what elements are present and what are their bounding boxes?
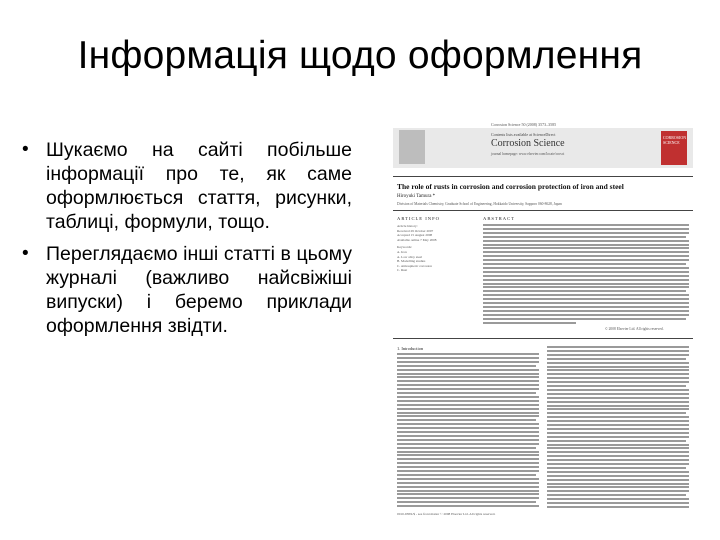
text-line (547, 358, 686, 360)
article-meta-line: C. Rust (397, 268, 408, 273)
text-line (547, 483, 689, 485)
text-line (397, 447, 536, 449)
text-line (397, 419, 536, 421)
slide-title: Інформація щодо оформлення (77, 34, 643, 77)
article-meta-line: Accepted 15 August 2008 (397, 233, 433, 238)
text-line (397, 404, 539, 406)
article-meta-line: Available online 7 May 2008 (397, 237, 437, 242)
text-line (483, 244, 689, 246)
text-line (483, 275, 689, 277)
text-line (547, 471, 689, 473)
text-line (547, 455, 689, 457)
text-line (483, 290, 686, 292)
text-line (547, 428, 689, 430)
title-rule (393, 210, 693, 211)
text-line (547, 447, 689, 449)
text-line (483, 240, 689, 242)
text-line (547, 366, 689, 368)
text-line (483, 236, 686, 238)
text-line (483, 228, 689, 230)
text-line (483, 310, 689, 312)
text-line (397, 408, 539, 410)
text-line (547, 459, 689, 461)
text-line (397, 439, 539, 441)
text-line (547, 373, 689, 375)
article-info-label: ARTICLE INFO (397, 216, 440, 221)
text-line (483, 232, 689, 234)
article-screenshot (393, 120, 693, 528)
text-line (397, 392, 536, 394)
text-line (397, 376, 539, 378)
journal-citation: Corrosion Science 50 (2008) 3573–3585 (491, 122, 557, 127)
text-line (397, 361, 539, 363)
bullet-text: Шукаємо на сайті побільше інформації про те, як саме оформлюється стаття, рисунки, таблиці, формули, тощо. (46, 139, 352, 233)
text-line (397, 365, 536, 367)
text-line (547, 432, 689, 434)
text-line (397, 470, 539, 472)
text-line (397, 431, 539, 433)
text-line (483, 318, 686, 320)
cover-label: CORROSION SCIENCE (663, 135, 687, 145)
text-line (397, 427, 539, 429)
text-line (547, 467, 686, 469)
text-line (547, 475, 689, 477)
text-line (547, 506, 689, 508)
text-line (483, 224, 689, 226)
text-line (547, 401, 689, 403)
text-line (483, 306, 689, 308)
article-meta-line: C. Atmospheric corrosion (397, 263, 432, 268)
introduction-heading: 1. Introduction (397, 346, 424, 351)
text-line (397, 400, 539, 402)
text-line (547, 502, 689, 504)
article-meta-line: B. Modelling studies (397, 259, 426, 264)
text-line (547, 444, 689, 446)
text-line (397, 478, 539, 480)
text-line (483, 314, 689, 316)
journal-cover-icon (661, 131, 687, 165)
publisher-logo-icon (399, 130, 425, 164)
article-meta-line: A. Low alloy steel (397, 254, 423, 259)
text-line (397, 373, 539, 375)
bullet-dot-icon: • (22, 243, 29, 264)
text-line (397, 412, 539, 414)
text-line (483, 263, 686, 265)
text-line (547, 389, 689, 391)
text-line (547, 377, 689, 379)
text-line (547, 412, 686, 414)
text-line (397, 369, 539, 371)
text-line (547, 350, 689, 352)
abstract-label: ABSTRACT (483, 216, 515, 221)
bullet-item (22, 138, 352, 234)
text-line (397, 384, 539, 386)
text-line (397, 443, 539, 445)
text-line (547, 424, 689, 426)
text-line (397, 493, 539, 495)
text-line (397, 388, 539, 390)
article-meta-line: Received 29 October 2007 (397, 228, 434, 233)
article-header (393, 120, 693, 178)
journal-homepage: journal homepage: www.elsevier.com/locate/corsci (491, 152, 565, 156)
article-affiliation: Division of Materials Chemistry, Graduate School of Engineering, Hokkaido University, Sapporo 060-8628, Japan (397, 202, 562, 206)
text-line (397, 380, 539, 382)
text-line (397, 415, 539, 417)
text-line (547, 408, 689, 410)
text-line (483, 279, 689, 281)
bullet-text: Переглядаємо інші статті в цьому журналі (важливо найсвіжіші випуски) і беремо приклади оформлення звідти. (46, 243, 352, 337)
header-rule (393, 176, 693, 177)
text-line (547, 405, 689, 407)
copyright-line: © 2008 Elsevier Ltd. All rights reserved. (605, 327, 664, 331)
text-line (483, 302, 689, 304)
text-line (397, 458, 539, 460)
text-line (483, 298, 689, 300)
text-line (397, 423, 539, 425)
text-line (397, 474, 536, 476)
text-line (397, 454, 539, 456)
text-line (547, 451, 689, 453)
text-line (397, 486, 539, 488)
text-line (483, 271, 689, 273)
text-line (547, 346, 689, 348)
text-line (397, 497, 539, 499)
text-line (397, 357, 539, 359)
text-line (483, 294, 689, 296)
text-line (547, 397, 689, 399)
text-line (397, 353, 539, 355)
text-line (547, 354, 689, 356)
article-title: The role of rusts in corrosion and corrosion protection of iron and steel (397, 182, 624, 191)
text-line (547, 490, 689, 492)
bullet-dot-icon: • (22, 139, 29, 160)
text-line (547, 385, 686, 387)
bullet-list (22, 138, 352, 346)
article-meta-line: Keywords: (397, 245, 412, 250)
text-line (547, 369, 689, 371)
text-line (483, 259, 689, 261)
text-line (547, 381, 689, 383)
text-line (547, 420, 689, 422)
text-line (397, 451, 539, 453)
journal-name: Corrosion Science (491, 138, 565, 149)
text-line (397, 396, 539, 398)
text-line (547, 479, 689, 481)
abstract-rule (393, 338, 693, 339)
text-line (397, 505, 539, 507)
bullet-item (22, 242, 352, 338)
text-line (547, 393, 689, 395)
text-line (397, 466, 539, 468)
text-line (397, 490, 539, 492)
text-line (547, 416, 689, 418)
text-line (483, 286, 689, 288)
text-line (483, 283, 689, 285)
text-line (397, 435, 539, 437)
text-line (547, 436, 689, 438)
text-line (547, 440, 686, 442)
contents-line: Contents lists available at ScienceDirect (491, 132, 556, 137)
text-line (547, 463, 689, 465)
text-line (547, 486, 689, 488)
text-line (547, 362, 689, 364)
text-line (547, 498, 689, 500)
text-line (483, 322, 576, 324)
article-meta-line: A. Iron (397, 250, 407, 254)
text-line (397, 462, 539, 464)
text-line (397, 482, 539, 484)
article-author: Hiroyuki Tamura * (397, 194, 436, 199)
text-line (483, 255, 689, 257)
text-line (483, 267, 689, 269)
text-line (397, 501, 536, 503)
text-line (483, 251, 689, 253)
article-footer: 0010-938X/$ - see front matter © 2008 Elsevier Ltd. All rights reserved. (397, 512, 496, 516)
article-meta-line: Article history: (397, 224, 418, 228)
text-line (547, 494, 686, 496)
text-line (483, 247, 689, 249)
